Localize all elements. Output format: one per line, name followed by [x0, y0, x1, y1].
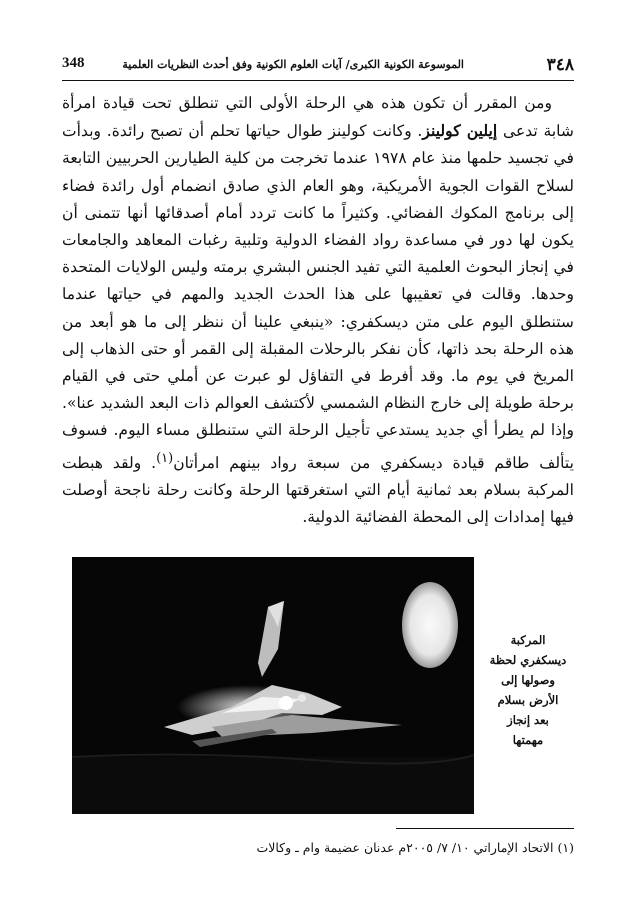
footnote: (١) الاتحاد الإماراتي ١٠/ ٧/ ٢٠٠٥م عدنان عضيمة وام ـ وكالات [256, 840, 574, 855]
paragraph-part-2: . وكانت كولينز طوال حياتها تحلم أن تصبح رائدة. وبدأت في تجسيد حلمها منذ عام ١٩٧٨ عندما تخرجت من كلية الطيارين الحربيين التابعة لسلاح القوات الجوية الأمريكية، وهو العام الذي صادق انضمام أول رائدة فضاء إلى برنامج المكوك الفضائي. وكثيراً ما كانت تردد أمام أصدقائها أنها تتمنى أن يكون لها دور في مساعدة رواد الفضاء الدولية وتلبية رغبات المعاهد والجامعات في إنجاز البحوث العلمية التي تفيد الجنس البشري برمته وليس الولايات المتحدة وحدها. وقالت في تعقيبها على هذا الحدث الجديد والمهم في حياتها عندما ستنطلق اليوم على متن ديسكفري: «ينبغي علينا أن ننظر إلى ما هو أبعد من هذه الرحلة بحد ذاتها، كأن نفكر بالرحلات المقبلة إلى القمر أو حتى الذهاب إلى المريخ في يوم ما. وقد أفرط في التفاؤل لو عبرت عن أملي حتى في القيام برحلة طويلة إلى خارج النظام الشمسي لأكتشف العوالم ذات البعد الشديد عنا». وإذا لم يطرأ أي جديد يستدعي تأجيل الرحلة التي ستنطلق مساء اليوم. فسوف يتألف طاقم قيادة ديسكفري من سبعة رواد بينهم امرأتان [62, 122, 575, 472]
paragraph-part-3: . ولقد هبطت المركبة بسلام بعد ثمانية أيام التي استغرقتها الرحلة وكانت رحلة ناجحة أوصلت فيها إمدادات إلى المحطة الفضائية الدولية. [62, 453, 574, 527]
moon-shape [402, 582, 458, 668]
astronaut-name: إيلين كولينز [422, 121, 498, 141]
caption-line: وصولها إلى [501, 673, 555, 687]
photo-caption [480, 630, 576, 750]
caption-line: المركبة [510, 633, 546, 647]
header-rule [62, 80, 574, 81]
photo-graphic [72, 557, 474, 814]
page-header [62, 55, 574, 81]
caption-line: بعد إنجاز [507, 713, 549, 727]
page-number-latin: 348 [62, 55, 85, 71]
paragraph [62, 90, 574, 531]
footnote-rule [396, 828, 574, 829]
caption-line: الأرض بسلام [497, 693, 559, 707]
paragraph-part-1: ومن المقرر أن تكون هذه هي الرحلة الأولى التي تنطلق تحت قيادة امرأة شابة تدعى [62, 94, 574, 141]
running-title: الموسوعة الكونية الكبرى/ آيات العلوم الكونية وفق أحدث النظريات العلمية [122, 58, 464, 71]
footnote-marker: (١) [156, 450, 174, 466]
caption-line: ديسكفري لحظة [489, 653, 567, 667]
page-number-arabic: ٣٤٨ [546, 55, 574, 75]
caption-line: مهمتها [512, 733, 544, 747]
main-paragraph [62, 90, 574, 531]
discovery-landing-photo [72, 557, 474, 814]
